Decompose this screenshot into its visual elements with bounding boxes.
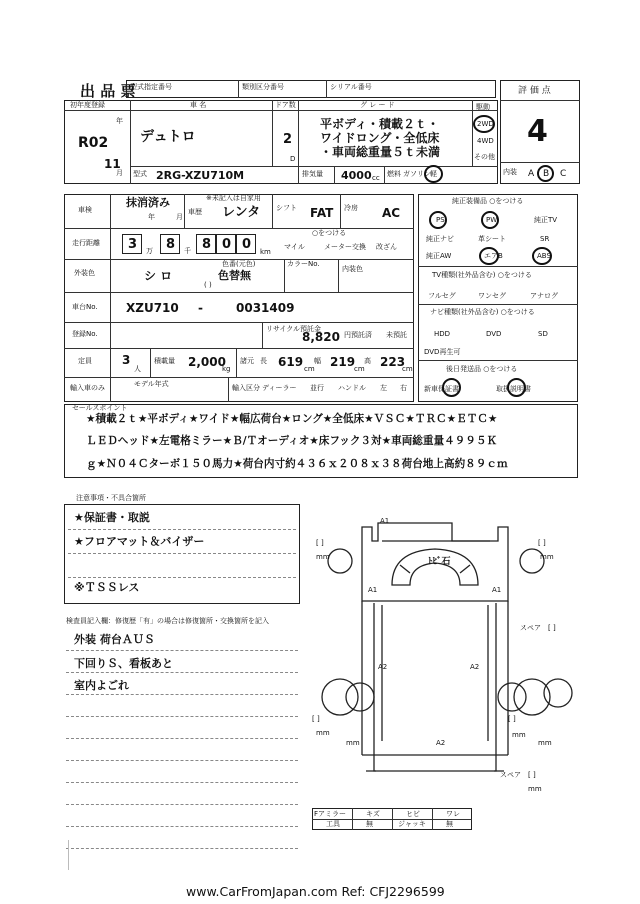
front-right-mm: mm: [540, 553, 554, 561]
form-title: 出 品 票: [80, 82, 136, 100]
fuel-label: 燃料: [387, 170, 401, 178]
width-label: 幅: [314, 357, 321, 365]
meter-tamper: 改ざん: [376, 243, 397, 251]
ac-value: AC: [382, 206, 401, 220]
first-registration-label: 初年度登録: [70, 101, 105, 109]
grade-line-1: 平ボディ・積載２ｔ・: [320, 117, 440, 131]
type-designation-label: 型式指定番号: [130, 83, 172, 91]
docs-title: 後日発送品 ○をつける: [446, 365, 518, 373]
zone-a1-left: A1: [368, 586, 378, 594]
interior-grade-circle: [537, 165, 554, 182]
load-label: 積載量: [154, 357, 175, 365]
navi-dvd-play: DVD再生可: [424, 348, 461, 356]
displacement-label: 排気量: [302, 170, 323, 178]
chassis-label: 車台No.: [72, 303, 98, 311]
color-number-paren: ( ): [204, 281, 212, 289]
rear-right-mm: mm: [512, 731, 526, 739]
import-right: 右: [400, 384, 407, 392]
interior-color-label: 内装色: [342, 265, 363, 273]
length-unit: cm: [304, 365, 315, 373]
exterior-color-value: シ ロ: [144, 269, 173, 283]
equip-pw-circle: [481, 211, 499, 229]
recycle-unit: 円預託済: [344, 331, 372, 339]
registration-label: 登録No.: [72, 330, 98, 338]
model-value: 2RG-XZU710M: [156, 169, 245, 182]
shift-label: シフト: [276, 204, 297, 212]
equip-airbag: エアB: [484, 252, 503, 260]
front-left-mm: mm: [316, 553, 330, 561]
mileage-digit-3: 8: [202, 237, 212, 252]
footer-watermark: www.CarFromJapan.com Ref: CFJ2296599: [186, 884, 445, 899]
table-tools-value: 無: [366, 820, 373, 828]
inspection-label: 車検: [78, 206, 92, 214]
table-jack-value: 無: [446, 820, 453, 828]
table-header-mirror: Fアミラー: [314, 810, 347, 818]
docs-manual-circle: [507, 378, 526, 397]
fuel-selected: 軽: [430, 170, 437, 178]
grade-line-2: ワイドロング・全低床: [320, 131, 440, 145]
interior-grade-a: A: [528, 169, 535, 179]
drive-4wd: 4WD: [477, 137, 494, 145]
history-value: レンタ: [222, 205, 261, 220]
import-only-label: 輸入車のみ: [70, 384, 105, 392]
rear-left-bracket: [ ]: [312, 715, 320, 723]
capacity-value: 3: [122, 353, 131, 367]
equip-sr: SR: [540, 235, 550, 243]
rear-right-bracket: [ ]: [508, 715, 516, 723]
model-label: 型式: [133, 170, 147, 178]
length-label: 長: [260, 357, 267, 365]
grade-label: グ レ ー ド: [360, 101, 395, 109]
import-dealer: ディーラー: [262, 384, 297, 392]
drive-circle: [473, 115, 495, 133]
sales-point-line-1: ★積載２ｔ★平ボディ★ワイド★幅広荷台★ロング★全低床★ＶＳＣ★ＴＲＣ★ＥＴＣ★: [86, 413, 498, 425]
table-header-scratch: キズ: [366, 810, 380, 818]
tv-title: TV種類(社外品含む) ○をつける: [432, 271, 532, 279]
sales-points-label: セールスポイント: [72, 404, 128, 412]
color-number-label: 色番(元色): [222, 260, 256, 268]
history-label: 車歴: [188, 208, 202, 216]
note-line-4: ※ＴＳＳレス: [74, 581, 140, 594]
chassis-dash: -: [198, 301, 203, 315]
docs-warranty-circle: [442, 378, 461, 397]
navi-hdd: HDD: [434, 330, 451, 338]
front-left-bracket: [ ]: [316, 539, 324, 547]
zone-a1-right: A1: [492, 586, 502, 594]
doors-suffix: D: [290, 155, 296, 163]
windshield-note: ﾄﾋﾞ石: [428, 557, 451, 567]
inspector-line-2: 下回りＳ、看板あと: [74, 657, 173, 670]
height-value: 223: [380, 355, 406, 369]
mileage-km-unit: km: [260, 248, 271, 256]
import-handle: ハンドル: [338, 384, 366, 392]
mileage-label: 走行距離: [72, 239, 100, 247]
exterior-color-label: 外装色: [74, 269, 95, 277]
rear-left-mm: mm: [316, 729, 330, 737]
length-value: 619: [278, 355, 304, 369]
capacity-unit: 人: [134, 365, 141, 373]
car-name: デュトロ: [140, 129, 196, 145]
table-jack-label: ジャッキ: [398, 820, 426, 828]
navi-dvd: DVD: [486, 330, 502, 338]
equip-airbag-circle: [479, 247, 499, 265]
meter-note: ○をつける: [312, 229, 347, 237]
mileage-man-unit: 万: [146, 247, 153, 255]
navi-sd: SD: [538, 330, 548, 338]
import-left: 左: [380, 384, 387, 392]
doors-value: 2: [283, 132, 293, 147]
dimension-label: 諸元: [240, 357, 254, 365]
inspector-line-1: 外装 荷台ＡＵＳ: [74, 633, 155, 646]
tv-analog: アナログ: [530, 292, 558, 300]
inspection-value: 抹消済み: [126, 196, 170, 209]
load-unit: kg: [222, 365, 231, 373]
drive-label: 駆動: [476, 103, 490, 111]
import-parallel: 並行: [310, 384, 324, 392]
tv-oneseg: ワンセグ: [478, 292, 506, 300]
interior-label: 内装: [503, 168, 517, 176]
ac-label: 冷房: [344, 204, 358, 212]
table-header-break: ワレ: [446, 810, 460, 818]
rear-right-mm-2: mm: [538, 739, 552, 747]
equip-leather: 革シート: [478, 235, 506, 243]
interior-grade-b: B: [543, 169, 550, 179]
chassis-number: 0031409: [236, 301, 295, 315]
shift-value: FAT: [310, 206, 334, 220]
score-value: 4: [527, 114, 548, 149]
mileage-sen-unit: 千: [184, 247, 191, 255]
zone-a2-right: A2: [470, 663, 480, 671]
height-label: 高: [364, 357, 371, 365]
table-tools-label: 工具: [326, 820, 340, 828]
zone-a2-left: A2: [378, 663, 388, 671]
docs-warranty: 新車保証書: [424, 385, 459, 393]
equip-pw: PW: [486, 216, 498, 224]
mileage-digit-4: 0: [222, 237, 232, 252]
tv-fullseg: フルセグ: [428, 292, 456, 300]
notes-label: 注意事項・不具合箇所: [76, 494, 146, 502]
score-label: 評 価 点: [518, 86, 551, 96]
drive-other: その他: [474, 153, 495, 161]
sales-point-line-2: ＬＥＤヘッド★左電格ミラー★Ｂ/Ｔオーディオ★床フック３対★車両総重量４９９５Ｋ: [86, 435, 498, 447]
displacement-unit: cc: [372, 174, 380, 182]
equip-ps: PS: [436, 216, 445, 224]
serial-number-label: シリアル番号: [330, 83, 372, 91]
registration-header-box: [126, 80, 496, 98]
rear-left-mm-2: mm: [346, 739, 360, 747]
color-number-value: 色替無: [218, 269, 251, 282]
car-name-label: 車 名: [190, 101, 207, 109]
vehicle-damage-diagram: [300, 505, 600, 817]
drive-2wd: 2WD: [477, 120, 494, 128]
inspector-label: 検査員記入欄：修復歴「有」の場合は修復箇所・交換箇所を記入: [66, 617, 269, 625]
capacity-label: 定員: [78, 357, 92, 365]
fuel-circle: [424, 165, 443, 183]
mileage-digit-1: 3: [128, 237, 138, 252]
spare-label-2: スペア: [500, 771, 521, 779]
equip-navi: 純正ナビ: [426, 235, 454, 243]
width-value: 219: [330, 355, 356, 369]
recycle-unpaid: 未預託: [386, 331, 407, 339]
category-number-label: 類別区分番号: [242, 83, 284, 91]
equip-abs-circle: [532, 247, 552, 265]
inspection-year-unit: 年: [148, 213, 155, 221]
table-header-crack: ヒビ: [406, 810, 420, 818]
fuel-options: ガソリン: [403, 170, 431, 178]
displacement-value: 4000: [341, 169, 372, 182]
history-note: ※未記入は自家用: [206, 194, 261, 202]
front-right-bracket: [ ]: [538, 539, 546, 547]
inspector-line-3: 室内よごれ: [74, 679, 129, 692]
mileage-digit-5: 0: [242, 237, 252, 252]
docs-manual: 取扱説明書: [496, 385, 531, 393]
spare-label-1: スペア: [520, 624, 541, 632]
interior-grade-c: C: [560, 169, 567, 179]
color-code-label: カラーNo.: [287, 260, 320, 268]
spare-bracket-2: [ ]: [528, 771, 536, 779]
spare-bracket-1: [ ]: [548, 624, 556, 632]
navi-title: ナビ種類(社外品含む) ○をつける: [430, 308, 535, 316]
equipment-title: 純正装備品 ○をつける: [452, 197, 524, 205]
load-value: 2,000: [188, 355, 226, 369]
note-line-2: ★フロアマット＆バイザー: [74, 535, 205, 548]
zone-a1-front: A1: [380, 517, 390, 525]
height-unit: cm: [402, 365, 413, 373]
grade-line-3: ・車両総重量５ｔ未満: [320, 145, 441, 159]
note-line-1: ★保証書・取説: [74, 511, 150, 524]
recycle-value: 8,820: [302, 330, 340, 344]
equip-ps-circle: [429, 211, 447, 229]
first-registration-month: 11: [104, 157, 121, 171]
month-unit: 月: [116, 169, 123, 177]
recycle-label: リサイクル預託金: [266, 325, 322, 333]
first-registration-year: R02: [78, 135, 109, 151]
inspection-month-unit: 月: [176, 213, 183, 221]
equip-abs: ABS: [537, 252, 551, 260]
width-unit: cm: [354, 365, 365, 373]
model-year-label: モデル年式: [134, 380, 169, 388]
year-unit: 年: [116, 117, 123, 125]
chassis-prefix: XZU710: [126, 301, 179, 315]
sales-point-line-3: ｇ★Ｎ０４Ｃターボ１５０馬力★荷台内寸約４３６ｘ２０８ｘ３８荷台地上高約８９ｃｍ: [86, 458, 508, 470]
import-category-label: 輸入区分: [232, 384, 260, 392]
meter-mile: マイル: [284, 243, 305, 251]
mileage-digit-2: 8: [166, 237, 176, 252]
equip-tv: 純正TV: [534, 216, 558, 224]
zone-a2-rear: A2: [436, 739, 446, 747]
doors-label: ドア数: [275, 101, 296, 109]
meter-exchange: メーター交換: [324, 243, 366, 251]
spare-mm: mm: [528, 785, 542, 793]
equip-aw: 純正AW: [426, 252, 452, 260]
